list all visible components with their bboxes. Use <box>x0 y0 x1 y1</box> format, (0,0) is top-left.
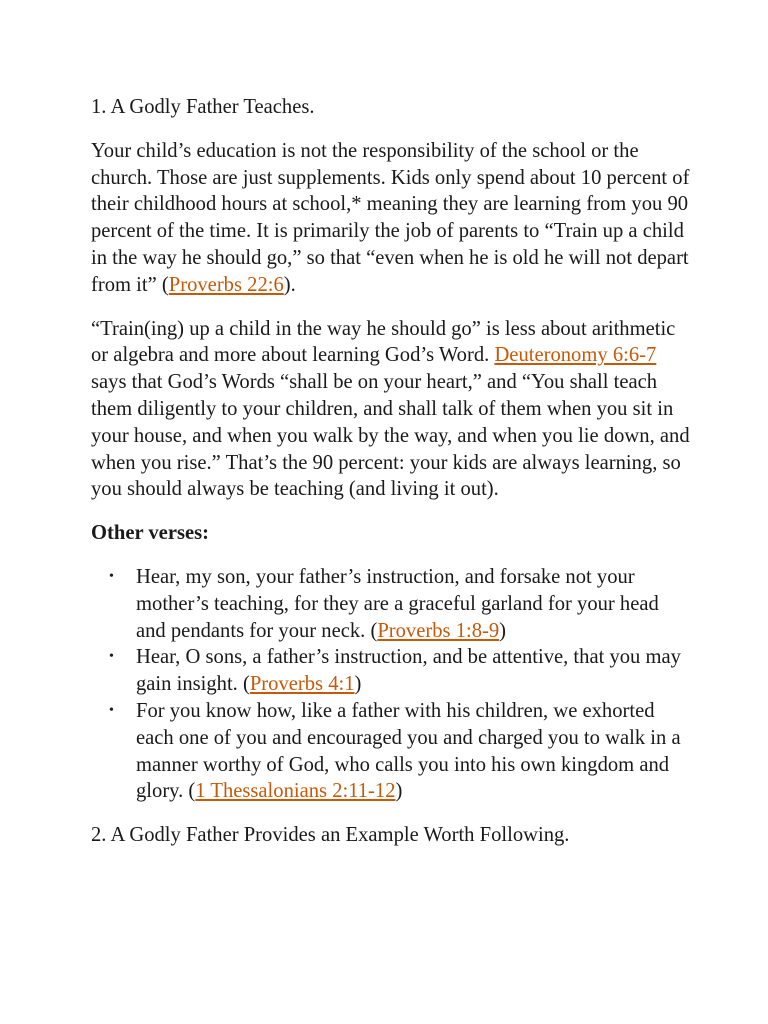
section-1-heading-text: 1. A Godly Father Teaches. <box>91 96 315 118</box>
list-item <box>109 644 691 698</box>
link-deuteronomy-6-6-7[interactable]: Deuteronomy 6:6-7 <box>494 344 657 367</box>
bullet-icon: • <box>109 568 114 584</box>
link-proverbs-4-1[interactable]: Proverbs 4:1 <box>249 673 355 696</box>
paragraph-train-up-end: says that God’s Words “shall be on your heart,” and “You shall teach them diligently to your children, and shall talk of them when you sit in your house, and when you walk by the way, and when you lie down, and when you rise.” That’s the 90 percent: your kids are always learning, so you should always be teaching (and living it out). <box>91 371 690 501</box>
list-item <box>109 564 691 644</box>
verse-text: For you know how, like a father with his children, we exhorted each one of you and encouraged you and charged you to walk in a manner worthy of God, who calls you into his own kingdom and glory. ( <box>136 699 681 803</box>
verse-text: Hear, O sons, a father’s instruction, and be attentive, that you may gain insight. ( <box>136 646 681 696</box>
document-page <box>91 94 691 866</box>
verse-close: ) <box>395 780 403 803</box>
paragraph-education <box>91 138 691 299</box>
verse-text: Hear, my son, your father’s instruction, and forsake not your mother’s teaching, for they are a graceful garland for your head and pendants for your neck. ( <box>136 565 659 642</box>
other-verses-heading <box>91 520 691 547</box>
verse-close: ) <box>499 619 507 642</box>
link-proverbs-22-6[interactable]: Proverbs 22:6 <box>168 273 284 296</box>
paragraph-education-text: Your child’s education is not the responsibility of the school or the church. Those are just supplements. Kids only spend about 10 percent of their childhood hours at school,* meaning they are learning from you 90 percent of the time. It is primarily the job of parents to “Train up a child in the way he should go,” so that “even when he is old he will not depart from it” ( <box>91 139 690 296</box>
other-verses-heading-text: Other verses: <box>91 522 209 545</box>
section-2-heading <box>91 822 691 849</box>
link-1-thessalonians-2-11-12[interactable]: 1 Thessalonians 2:11-12 <box>195 780 396 803</box>
paragraph-train-up <box>91 316 691 504</box>
section-2-heading-text: 2. A Godly Father Provides an Example Worth Following. <box>91 824 570 847</box>
verse-close: ) <box>354 673 362 696</box>
verses-list <box>91 564 691 805</box>
paragraph-train-up-text: “Train(ing) up a child in the way he should go” is less about arithmetic or algebra and more about learning God’s Word. <box>91 317 676 367</box>
bullet-icon: • <box>109 702 114 718</box>
list-item <box>109 698 691 805</box>
section-1-heading <box>91 94 691 121</box>
bullet-icon: • <box>109 649 114 665</box>
link-proverbs-1-8-9[interactable]: Proverbs 1:8-9 <box>377 619 500 642</box>
paragraph-education-end: ). <box>283 273 296 296</box>
